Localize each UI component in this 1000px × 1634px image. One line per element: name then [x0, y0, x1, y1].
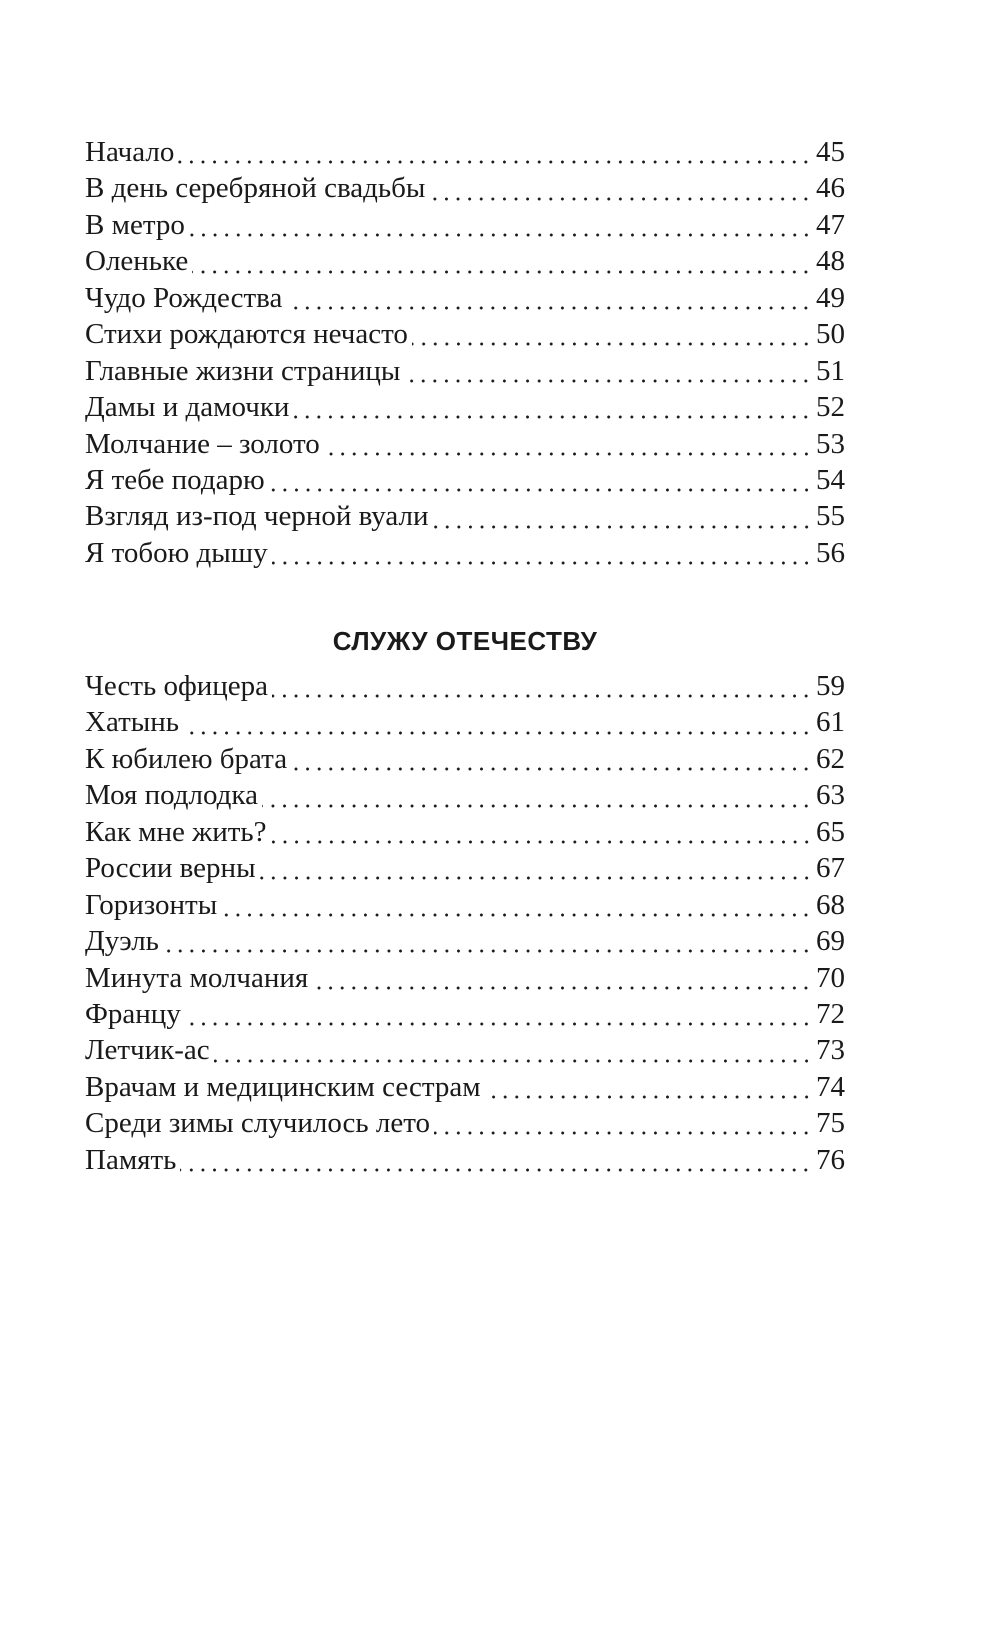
dot-leader	[189, 233, 812, 237]
entry-title: Среди зимы случилось лето	[85, 1107, 431, 1140]
entry-title: Молчание – золото	[85, 427, 320, 460]
dot-leader	[434, 1131, 812, 1135]
dot-leader	[412, 342, 812, 346]
dot-leader	[260, 876, 812, 880]
entry-page-number: 49	[816, 281, 845, 314]
entry-page-number: 52	[816, 391, 845, 424]
entry-title: В метро	[85, 208, 185, 241]
toc-entry	[85, 134, 845, 170]
entry-title: Дамы и дамочки	[85, 391, 290, 424]
toc-entry	[85, 426, 845, 462]
toc-entry	[85, 668, 845, 704]
entry-page-number: 69	[816, 925, 845, 958]
dot-leader	[271, 840, 813, 844]
entry-title: Стихи рождаются нечасто	[85, 318, 408, 351]
dot-leader	[286, 306, 812, 310]
dot-leader	[221, 913, 812, 917]
entry-title: Чудо Рождества	[85, 281, 283, 314]
entry-page-number: 51	[816, 354, 845, 387]
entry-title: Главные жизни страницы	[85, 354, 401, 387]
dot-leader	[293, 415, 812, 419]
toc-entry	[85, 777, 845, 813]
toc-entry	[85, 170, 845, 206]
dot-leader	[180, 1168, 812, 1172]
entry-title: Память	[85, 1143, 177, 1176]
dot-leader	[185, 1022, 812, 1026]
dot-leader	[312, 986, 812, 990]
toc-entry	[85, 389, 845, 425]
toc-entry	[85, 280, 845, 316]
toc-entry	[85, 996, 845, 1032]
entry-title: Дуэль	[85, 925, 159, 958]
toc-entry	[85, 353, 845, 389]
toc-entry	[85, 316, 845, 352]
dot-leader	[178, 160, 812, 164]
entry-page-number: 50	[816, 318, 845, 351]
toc-entry	[85, 741, 845, 777]
toc-entry	[85, 243, 845, 279]
entry-title: России верны	[85, 852, 256, 885]
entry-title: Хатынь	[85, 706, 179, 739]
entry-page-number: 56	[816, 536, 845, 569]
toc-entry	[85, 498, 845, 534]
entry-page-number: 76	[816, 1143, 845, 1176]
entry-page-number: 55	[816, 500, 845, 533]
dot-leader	[404, 379, 812, 383]
entry-page-number: 72	[816, 997, 845, 1030]
dot-leader	[272, 561, 812, 565]
toc-entry	[85, 462, 845, 498]
dot-leader	[163, 949, 812, 953]
entry-page-number: 63	[816, 779, 845, 812]
entry-title: Оленьке	[85, 245, 189, 278]
dot-leader	[183, 731, 812, 735]
entry-page-number: 54	[816, 463, 845, 496]
section-heading: СЛУЖУ ОТЕЧЕСТВУ	[332, 626, 598, 656]
dot-leader	[291, 767, 812, 771]
entry-title: Летчик-ас	[85, 1034, 210, 1067]
entry-title: В день серебряной свадьбы	[85, 172, 426, 205]
entry-title: Минута молчания	[85, 961, 309, 994]
entry-title: Начало	[85, 136, 175, 168]
toc-entry	[85, 850, 845, 886]
entry-page-number: 68	[816, 888, 845, 921]
entry-page-number: 62	[816, 742, 845, 775]
toc-entry	[85, 1105, 845, 1141]
toc-entry	[85, 887, 845, 923]
toc-entry	[85, 1142, 845, 1178]
entry-page-number: 73	[816, 1034, 845, 1067]
entry-page-number: 67	[816, 852, 845, 885]
toc-entry	[85, 704, 845, 740]
entry-page-number: 47	[816, 208, 845, 241]
dot-leader	[192, 270, 812, 274]
entry-title: К юбилею брата	[85, 742, 288, 775]
toc-entry	[85, 1032, 845, 1068]
dot-leader	[324, 452, 812, 456]
dot-leader	[262, 804, 812, 808]
entry-title: Моя подлодка	[85, 779, 258, 812]
entry-page-number: 61	[816, 706, 845, 739]
entry-title: Горизонты	[85, 888, 218, 921]
dot-leader	[269, 488, 812, 492]
toc-entry	[85, 960, 845, 996]
entry-page-number: 53	[816, 427, 845, 460]
entry-title: Честь офицера	[85, 670, 269, 702]
entry-title: Как мне жить?	[85, 815, 267, 848]
toc-section-1	[85, 134, 845, 571]
entry-title: Врачам и медицинским сестрам	[85, 1070, 481, 1103]
entry-title: Взгляд из-под черной вуали	[85, 500, 429, 533]
dot-leader	[272, 694, 812, 698]
entry-title: Я тобою дышу	[85, 536, 268, 569]
toc-entry	[85, 1069, 845, 1105]
dot-leader	[429, 197, 812, 201]
entry-page-number: 75	[816, 1107, 845, 1140]
entry-page-number: 65	[816, 815, 845, 848]
entry-page-number: 46	[816, 172, 845, 205]
entry-title: Я тебе подарю	[85, 463, 265, 496]
entry-page-number: 48	[816, 245, 845, 278]
entry-page-number: 70	[816, 961, 845, 994]
toc-entry	[85, 207, 845, 243]
entry-page-number: 45	[816, 136, 845, 168]
dot-leader	[485, 1095, 812, 1099]
toc-entry	[85, 535, 845, 571]
dot-leader	[433, 525, 812, 529]
dot-leader	[214, 1059, 812, 1063]
entry-title: Францу	[85, 997, 181, 1030]
toc-section-2	[85, 668, 845, 1178]
toc-entry	[85, 923, 845, 959]
entry-page-number: 74	[816, 1070, 845, 1103]
toc-entry	[85, 814, 845, 850]
entry-page-number: 59	[816, 670, 845, 702]
